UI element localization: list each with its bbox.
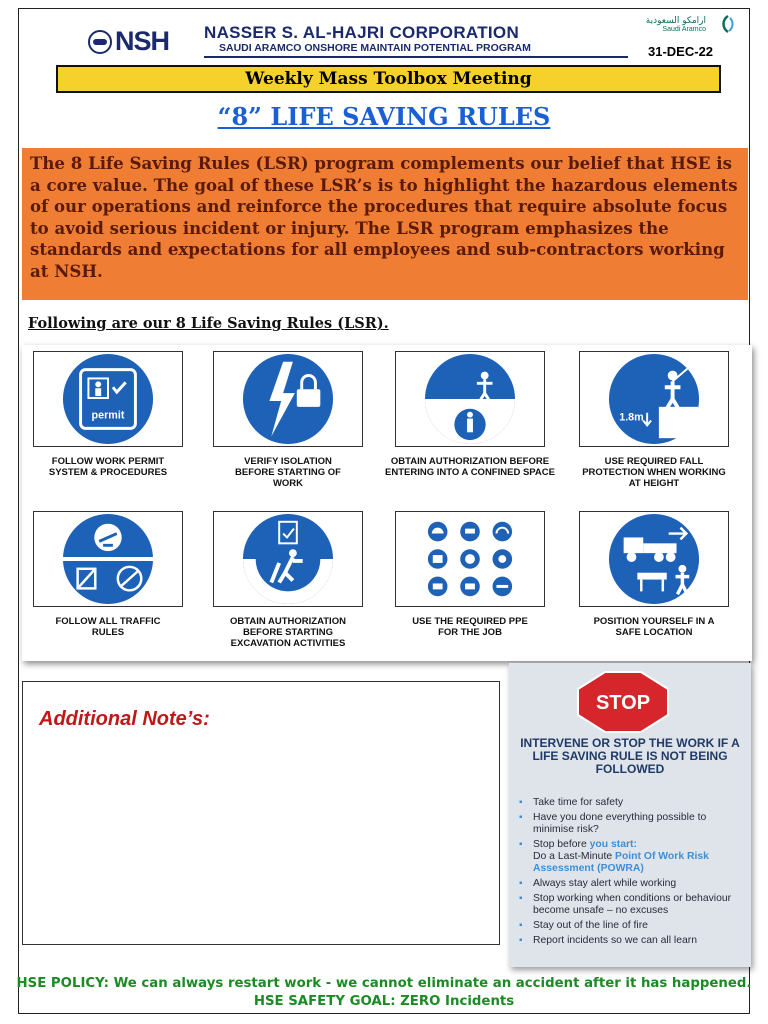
rule-caption: VERIFY ISOLATION BEFORE STARTING OF WORK (235, 456, 341, 489)
stop-checklist (519, 797, 747, 950)
list-item: ▪ Have you done everything possible to minimise risk? (519, 812, 747, 836)
logo-text: NSH (115, 26, 170, 56)
rule-card (384, 511, 556, 638)
confined-space-icon (395, 351, 545, 447)
meeting-banner: Weekly Mass Toolbox Meeting (56, 65, 721, 93)
hse-footer (0, 975, 768, 1011)
hse-policy: HSE POLICY: We can always restart work - we cannot eliminate an accident after it has happened. (16, 976, 752, 991)
list-item: ▪ Stop before you start: Do a Last-Minute Point Of Work Risk Assessment (POWRA) (519, 839, 747, 875)
nsh-logo (88, 26, 169, 57)
rule-caption: USE REQUIRED FALL PROTECTION WHEN WORKING AT HEIGHT (582, 456, 726, 489)
list-item: ▪ Stay out of the line of fire (519, 920, 747, 932)
rule-caption: OBTAIN AUTHORIZATION BEFORE ENTERING INTO A CONFINED SPACE (385, 456, 555, 478)
rules-grid (22, 345, 752, 661)
stop-sign-text: STOP (595, 692, 651, 714)
header (18, 14, 750, 62)
excavation-icon (213, 511, 363, 607)
rule-card (202, 351, 374, 489)
program-name: SAUDI ARAMCO ONSHORE MAINTAIN POTENTIAL PROGRAM (219, 42, 531, 54)
list-item: ▪ Always stay alert while working (519, 878, 747, 890)
lightning-lock-icon (213, 351, 363, 447)
nsh-emblem-icon (88, 30, 112, 54)
notes-label: Additional Note’s: (39, 708, 210, 730)
rule-card (568, 351, 740, 489)
aramco-arabic: ارامكو السعودية (645, 16, 706, 26)
rule-card (568, 511, 740, 638)
rule-card (22, 351, 194, 478)
rule-caption: FOLLOW ALL TRAFFIC RULES (55, 616, 161, 638)
safe-position-icon (579, 511, 729, 607)
rule-card (202, 511, 374, 649)
page-title (0, 102, 768, 131)
stop-work-panel (509, 663, 751, 967)
aramco-mark-icon (718, 14, 738, 34)
list-item: ▪ Stop working when conditions or behaviour become unsafe – no excuses (519, 893, 747, 917)
meeting-date: 31-DEC-22 (648, 44, 714, 59)
intro-paragraph: The 8 Life Saving Rules (LSR) program complements our belief that HSE is a core value. The goal of these LSR’s is to highlight the hazardous elements of our operations and reinforce the procedures that require absolute focus to avoid serious incident or injury. The LSR program emphasizes the standards and expectations for all employees and sub-contractors working at NSH. (22, 148, 748, 300)
header-divider (204, 56, 628, 58)
rule-caption: OBTAIN AUTHORIZATION BEFORE STARTING EXCAVATION ACTIVITIES (230, 616, 346, 649)
stop-heading: INTERVENE OR STOP THE WORK IF A LIFE SAVING RULE IS NOT BEING FOLLOWED (520, 736, 740, 776)
aramco-english: Saudi Aramco (662, 26, 706, 33)
height-sign-text: 1.8m (619, 411, 644, 424)
fall-protection-icon (579, 351, 729, 447)
rule-caption: POSITION YOURSELF IN A SAFE LOCATION (593, 616, 715, 638)
traffic-rules-icon (33, 511, 183, 607)
rule-caption: USE THE REQUIRED PPE FOR THE JOB (412, 616, 528, 638)
rules-heading: Following are our 8 Life Saving Rules (LSR). (28, 315, 389, 332)
company-name: NASSER S. AL-HAJRI CORPORATION (204, 23, 520, 42)
aramco-logo (638, 16, 728, 33)
hse-goal: HSE SAFETY GOAL: ZERO Incidents (253, 994, 515, 1009)
additional-notes-box[interactable] (22, 681, 500, 945)
list-item: ▪ Take time for safety (519, 797, 747, 809)
work-permit-icon (33, 351, 183, 447)
list-item: ▪ Report incidents so we can all learn (519, 935, 747, 947)
ppe-grid-icon (395, 511, 545, 607)
stop-sign-icon (577, 671, 669, 733)
rule-card (22, 511, 194, 638)
permit-sign-text: permit (91, 409, 125, 422)
rule-caption: FOLLOW WORK PERMIT SYSTEM & PROCEDURES (48, 456, 168, 478)
page-title-text: “8” LIFE SAVING RULES (217, 102, 551, 131)
rule-card (384, 351, 556, 478)
